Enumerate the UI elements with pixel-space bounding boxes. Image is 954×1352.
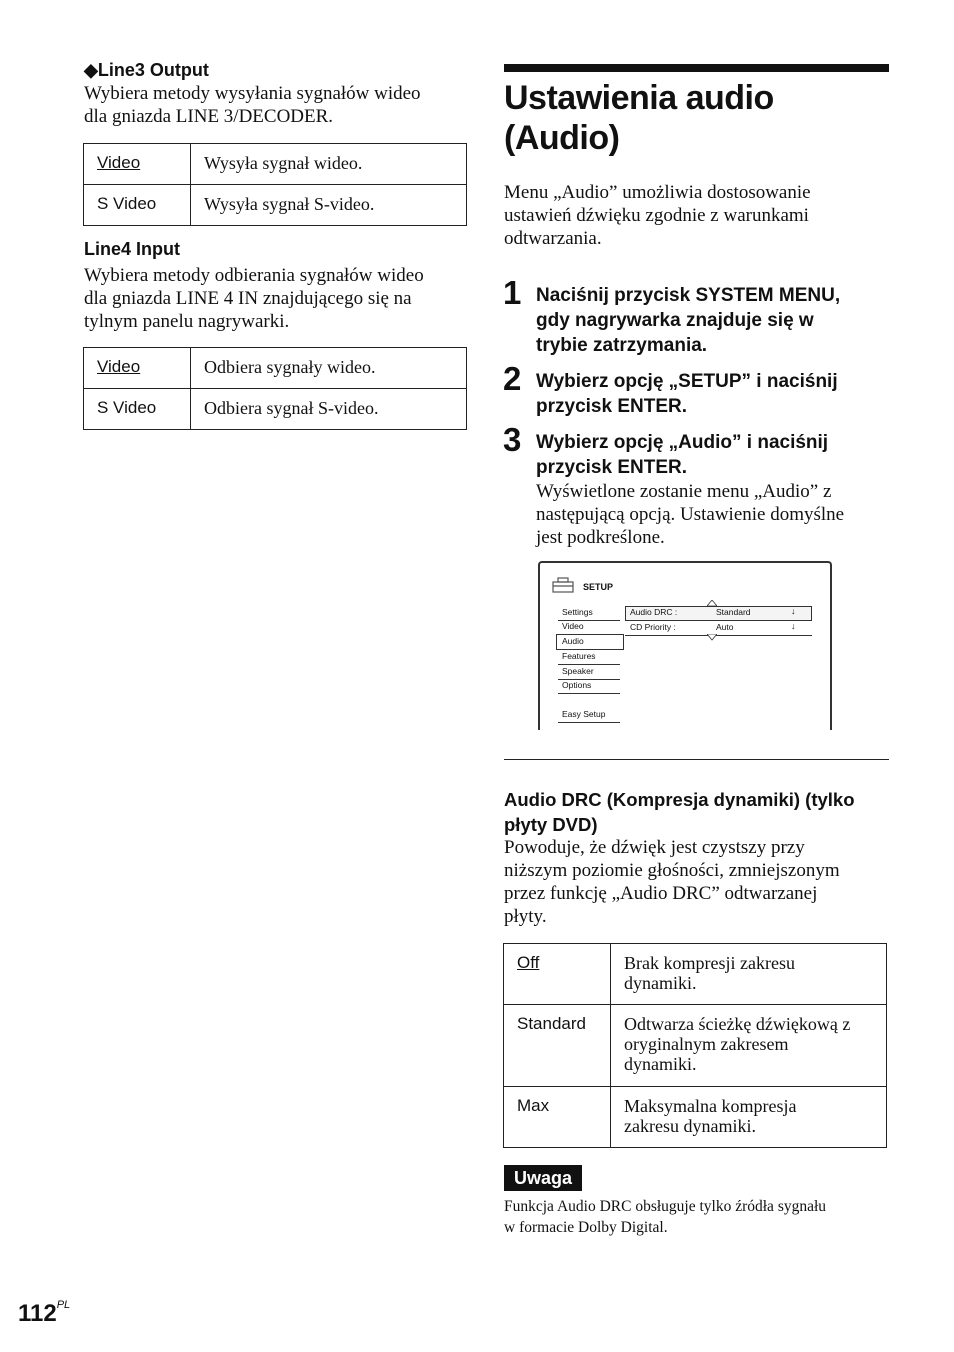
- step-3-text: Wybierz opcję „Audio” i naciśnij przycisk ENTER.: [536, 432, 829, 478]
- drc-description: Powoduje, że dźwięk jest czystszy przy niższym poziomie głośności, zmniejszonym przez funkcję „Audio DRC” odtwarzanej płyty.: [504, 837, 840, 927]
- table-row: [504, 1087, 887, 1148]
- line4-heading: Line4 Input: [84, 239, 180, 259]
- table-row: [504, 1005, 887, 1087]
- option-key: Off: [504, 944, 611, 1005]
- menu-item-features[interactable]: Features: [558, 650, 620, 665]
- table-row: [84, 144, 467, 185]
- table-row: [84, 348, 467, 389]
- option-key: S Video: [84, 185, 191, 226]
- menu-item-video[interactable]: Video: [558, 620, 620, 635]
- section-top-bar: [504, 64, 889, 72]
- menu-item-easy-setup[interactable]: Easy Setup: [558, 708, 620, 723]
- option-key: Video: [84, 348, 191, 389]
- diamond-bullet-icon: ◆: [84, 60, 98, 80]
- option-row-cd-priority[interactable]: CD Priority : Auto ↓: [625, 622, 812, 636]
- option-value: Wysyła sygnał S-video.: [191, 185, 467, 226]
- step-1-text: Naciśnij przycisk SYSTEM MENU, gdy nagrywarka znajduje się w trybie zatrzymania.: [536, 285, 841, 356]
- step-number: 2: [503, 360, 522, 397]
- table-row: [84, 389, 467, 430]
- arrow-down-icon: ↓: [791, 606, 796, 616]
- note-label: Uwaga: [504, 1165, 582, 1191]
- intro-text: Menu „Audio” umożliwia dostosowanie ustawień dźwięku zgodnie z warunkami odtwarzania.: [504, 182, 811, 249]
- table-row: [504, 944, 887, 1005]
- setup-screen: [538, 561, 832, 730]
- screen-title: SETUP: [583, 582, 614, 592]
- menu-item-speaker[interactable]: Speaker: [558, 665, 620, 680]
- line4-table: [83, 347, 467, 430]
- option-value: Odtwarza ścieżkę dźwiękową z oryginalnym zakresem dynamiki.: [611, 1005, 887, 1087]
- option-value: Maksymalna kompresja zakresu dynamiki.: [611, 1087, 887, 1148]
- step-number: 1: [503, 274, 522, 311]
- arrow-up-icon: [707, 600, 717, 607]
- note-text: Funkcja Audio DRC obsługuje tylko źródła sygnału w formacie Dolby Digital.: [504, 1198, 827, 1236]
- menu-item-options[interactable]: Options: [558, 679, 620, 694]
- option-value: Wysyła sygnał wideo.: [191, 144, 467, 185]
- option-value: Odbiera sygnał S-video.: [191, 389, 467, 430]
- line3-description: Wybiera metody wysyłania sygnałów wideo dla gniazda LINE 3/DECODER.: [84, 83, 421, 127]
- drc-table: [503, 943, 887, 1148]
- option-row-audio-drc[interactable]: Audio DRC : Standard ↓: [625, 606, 812, 621]
- step-number: 3: [503, 421, 522, 458]
- option-value: Brak kompresji zakresu dynamiki.: [611, 944, 887, 1005]
- menu-item-settings[interactable]: Settings: [558, 606, 620, 621]
- line4-description: Wybiera metody odbierania sygnałów wideo dla gniazda LINE 4 IN znajdującego się na tylnym panelu nagrywarki.: [84, 265, 424, 332]
- arrow-down-triangle-icon: [707, 634, 717, 641]
- line3-heading: ◆Line3 Output: [84, 60, 209, 80]
- page-title: Ustawienia audio (Audio): [504, 79, 774, 157]
- step-3-body: Wyświetlone zostanie menu „Audio” z następującą opcją. Ustawienie domyślne jest podkreślone.: [536, 481, 845, 548]
- option-key: Standard: [504, 1005, 611, 1087]
- step-2-text: Wybierz opcję „SETUP” i naciśnij przycisk ENTER.: [536, 371, 838, 417]
- section-divider: [504, 759, 889, 760]
- table-row: [84, 185, 467, 226]
- option-key: S Video: [84, 389, 191, 430]
- option-key: Video: [84, 144, 191, 185]
- arrow-down-icon: ↓: [791, 621, 796, 631]
- line3-table: [83, 143, 467, 226]
- option-value: Odbiera sygnały wideo.: [191, 348, 467, 389]
- drc-heading: Audio DRC (Kompresja dynamiki) (tylko płyty DVD): [504, 789, 855, 835]
- menu-item-audio[interactable]: Audio: [556, 634, 624, 650]
- toolbox-icon: [552, 577, 574, 593]
- option-key: Max: [504, 1087, 611, 1148]
- page-suffix: PL: [56, 1299, 71, 1311]
- page-number: $112^{PL}$: [18, 1299, 71, 1327]
